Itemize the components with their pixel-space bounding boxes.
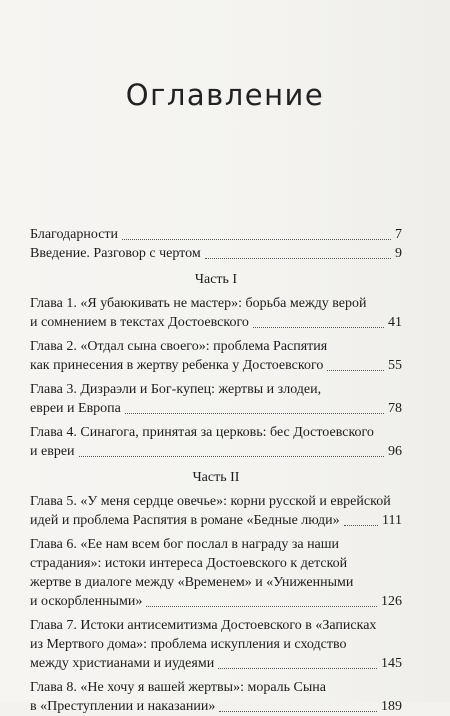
toc-entry[interactable]: [30, 337, 402, 375]
toc-entry-text: жертве в диалоге между «Временем» и «Униженными: [30, 575, 354, 590]
toc-entry-text: страдания»: истоки интереса Достоевского к детской: [30, 556, 348, 571]
toc-entry[interactable]: [30, 380, 402, 418]
toc-entry-text: Глава 3. Дизраэли и Бог-купец: жертвы и злодеи,: [30, 382, 322, 397]
dot-leader: [205, 257, 391, 259]
toc-page-number: 96: [388, 444, 402, 459]
part-heading: Часть I: [194, 272, 238, 287]
dot-leader: [253, 326, 384, 328]
toc-page-number: 126: [381, 594, 402, 609]
toc-entry-text: идей и проблема Распятия в романе «Бедные люди»: [30, 513, 340, 528]
toc-page-number: 41: [388, 315, 402, 330]
toc-page-number: 7: [395, 227, 402, 242]
toc-entry-text: Глава 2. «Отдал сына своего»: проблема Распятия: [30, 339, 328, 354]
toc-entry-text: из Мертвого дома»: проблема искупления и сходство: [30, 637, 347, 652]
table-of-contents: [30, 225, 402, 716]
dot-leader: [219, 710, 377, 712]
toc-entry-text: между христианами и иудеями: [30, 656, 215, 671]
dot-leader: [327, 369, 384, 371]
toc-entry[interactable]: [30, 294, 402, 332]
toc-entry-text: Глава 1. «Я убаюкивать не мастер»: борьба между верой: [30, 296, 367, 311]
dot-leader: [79, 455, 384, 457]
toc-entry-text: Глава 5. «У меня сердце овечье»: корни русской и еврейской: [30, 494, 391, 509]
toc-entry-text: и оскорбленными»: [30, 594, 143, 609]
toc-entry-text: Введение. Разговор с чертом: [30, 246, 201, 261]
part-heading: Часть II: [192, 470, 240, 485]
toc-entry-text: Глава 6. «Ее нам всем бог послал в награду за наши: [30, 537, 340, 552]
toc-entry-text: Глава 7. Истоки антисемитизма Достоевского в «Записках: [30, 618, 377, 633]
toc-entry-text: евреи и Европа: [30, 401, 121, 416]
toc-page-number: 78: [388, 401, 402, 416]
toc-entry[interactable]: [30, 225, 402, 244]
toc-entry-text: и сомнением в текстах Достоевского: [30, 315, 249, 330]
toc-entry-text: и евреи: [30, 444, 75, 459]
dot-leader: [122, 238, 391, 240]
toc-entry[interactable]: [30, 423, 402, 461]
toc-entry-text: Благодарности: [30, 227, 119, 242]
toc-entry[interactable]: [30, 616, 402, 673]
dot-leader: [344, 524, 378, 526]
toc-entry[interactable]: [30, 678, 402, 716]
toc-page-number: 9: [395, 246, 402, 261]
toc-entry[interactable]: [30, 492, 402, 530]
toc-entry-text: в «Преступлении и наказании»: [30, 699, 216, 714]
toc-page-number: 55: [388, 358, 402, 373]
toc-entry[interactable]: [30, 535, 402, 611]
toc-page-number: 189: [381, 699, 402, 714]
page-title: Оглавление: [125, 78, 325, 112]
toc-entry-text: Глава 8. «Не хочу я вашей жертвы»: мораль Сына: [30, 680, 326, 695]
dot-leader: [125, 412, 384, 414]
toc-page-number: 111: [382, 513, 402, 528]
toc-entry[interactable]: [30, 244, 402, 263]
toc-entry-text: Глава 4. Синагога, принятая за церковь: бес Достоевского: [30, 425, 374, 440]
dot-leader: [218, 667, 377, 669]
dot-leader: [146, 605, 377, 607]
toc-entry-text: как принесения в жертву ребенка у Достоевского: [30, 358, 324, 373]
toc-page-number: 145: [381, 656, 402, 671]
